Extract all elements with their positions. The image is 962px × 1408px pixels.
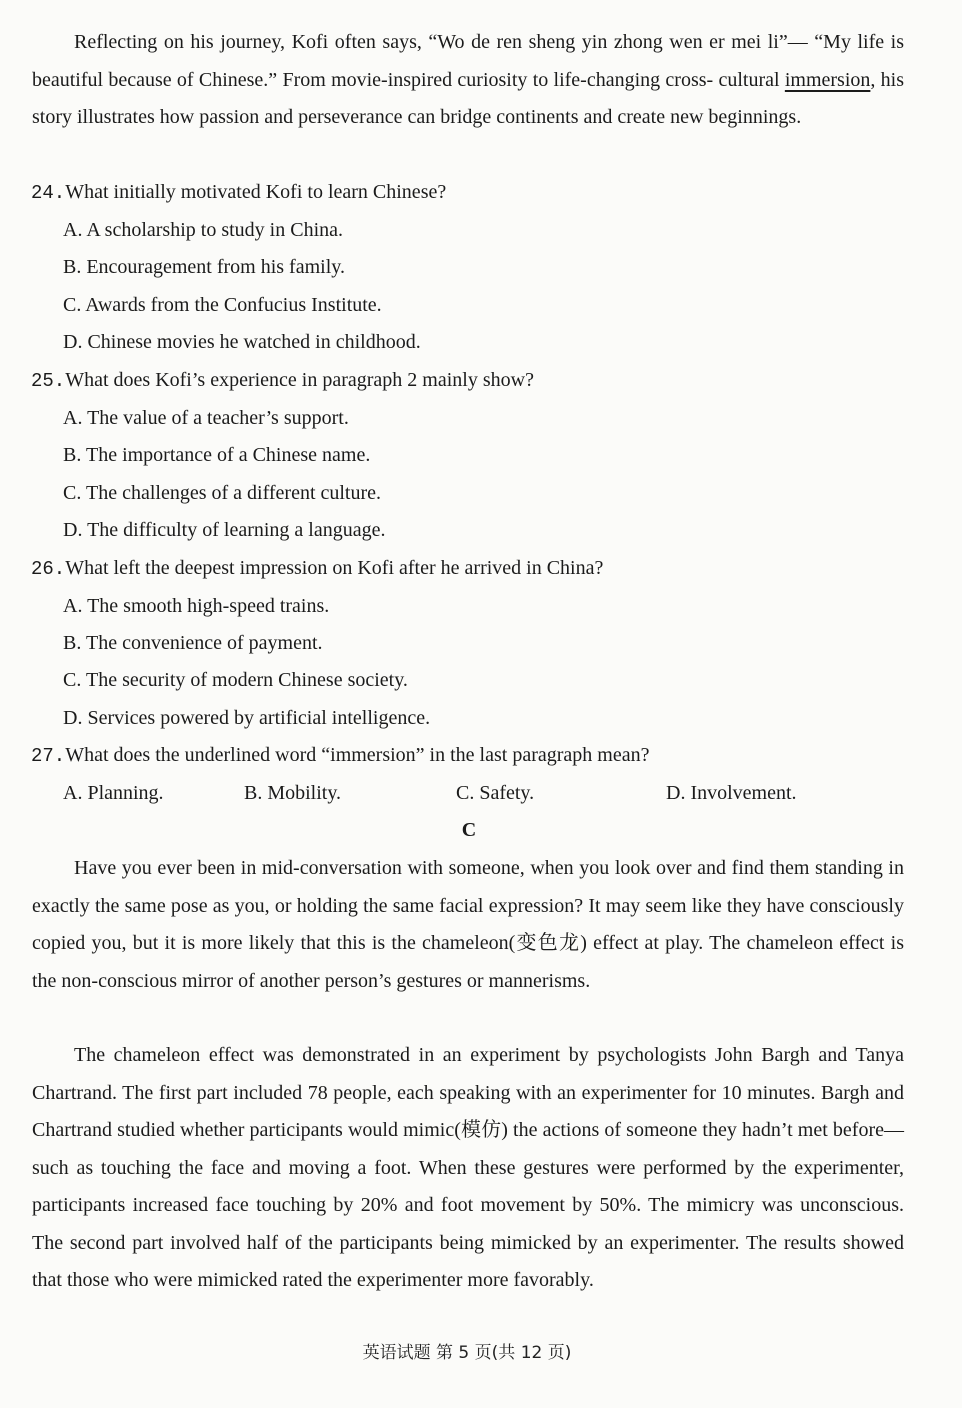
question-27-option-a: A. Planning.	[63, 782, 164, 804]
question-25-option-b: B. The importance of a Chinese name.	[63, 444, 371, 466]
question-number: 24.	[31, 182, 66, 204]
passage-line-3-pre: cultural	[718, 68, 785, 91]
question-25-option-a: A. The value of a teacher’s support.	[63, 407, 349, 429]
question-24	[31, 174, 911, 213]
question-27-option-b: B. Mobility.	[244, 782, 342, 804]
question-25-option-c: C. The challenges of a different culture.	[63, 482, 382, 504]
question-number: 26.	[31, 558, 66, 580]
question-26-option-d: D. Services powered by artificial intelligence.	[63, 707, 431, 729]
section-heading-c: C	[461, 819, 477, 841]
section-c-paragraph-1: Have you ever been in mid-conversation with someone, when you look over and find them standing in exactly the same pose as you, or holding the same facial expression? It may seem like they have consciously copied you, but it is more likely that this is the chameleon(变色龙) effect at play. The chameleon effect is the non-conscious mirror of another person’s gestures or mannerisms.	[32, 857, 904, 992]
question-26-option-a: A. The smooth high-speed trains.	[63, 595, 330, 617]
question-text: What does the underlined word “immersion” in the last paragraph mean?	[65, 744, 650, 766]
page-footer: 英语试题 第 5 页(共 12 页)	[362, 1343, 572, 1363]
question-27	[31, 737, 911, 776]
question-number: 27.	[31, 745, 66, 767]
question-number: 25.	[31, 370, 66, 392]
question-24-option-d: D. Chinese movies he watched in childhood.	[63, 331, 421, 353]
question-27-option-c: C. Safety.	[456, 782, 535, 804]
question-text: What initially motivated Kofi to learn Chinese?	[65, 181, 447, 203]
question-24-option-a: A. A scholarship to study in China.	[63, 219, 343, 241]
passage-line-3-post: , his story illustrates how passion and perseverance can bridge continents and create new beginnings.	[32, 68, 905, 128]
passage-b-closing-paragraph	[32, 24, 904, 137]
question-27-option-d: D. Involvement.	[666, 782, 797, 804]
question-26-option-c: C. The security of modern Chinese society.	[63, 669, 408, 691]
underlined-word: immersion	[784, 68, 871, 91]
question-26	[31, 550, 911, 589]
passage-line-1: Reflecting on his journey, Kofi often says, “Wo de ren sheng yin zhong wen er mei li”—	[74, 31, 808, 53]
passage-line-2: “My life is beautiful because of Chinese.” From movie-inspired curiosity to life-changing cross-	[32, 31, 905, 91]
question-26-option-b: B. The convenience of payment.	[63, 632, 323, 654]
question-text: What does Kofi’s experience in paragraph 2 mainly show?	[65, 369, 534, 391]
section-c-paragraph-2: The chameleon effect was demonstrated in an experiment by psychologists John Bargh and Tanya Chartrand. The first part included 78 people, each speaking with an experimenter for 10 minutes. Bargh and Chartrand studied whether participants would mimic(模仿) the actions of someone they hadn’t met before—such as touching the face and moving a foot. When these gestures were performed by the experimenter, participants increased face touching by 20% and foot movement by 50%. The mimicry was unconscious. The second part involved half of the participants being mimicked by an experimenter. The results showed that those who were mimicked rated the experimenter more favorably.	[32, 1044, 904, 1291]
question-text: What left the deepest impression on Kofi after he arrived in China?	[65, 557, 604, 579]
question-25	[31, 362, 911, 401]
question-25-option-d: D. The difficulty of learning a language.	[63, 519, 386, 541]
question-24-option-b: B. Encouragement from his family.	[63, 256, 345, 278]
question-24-option-c: C. Awards from the Confucius Institute.	[63, 294, 382, 316]
